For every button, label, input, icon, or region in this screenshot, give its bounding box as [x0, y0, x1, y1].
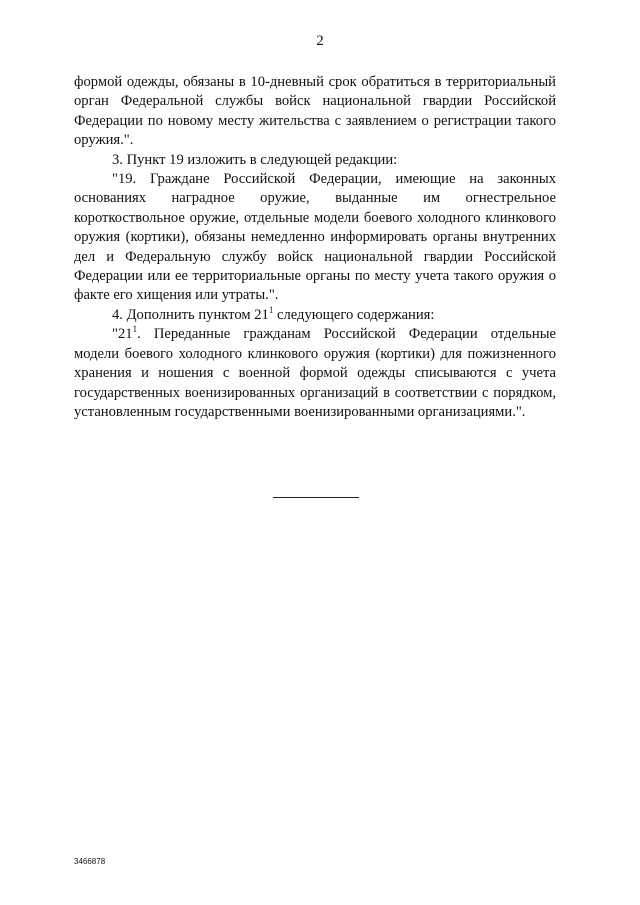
end-separator-line [273, 497, 359, 498]
paragraph-item-4 [74, 306, 556, 325]
superscript-marker: 1 [268, 304, 274, 315]
paragraph-continuation: формой одежды, обязаны в 10-дневный срок обратиться в территориальный орган Федеральной службы войск национальной гвардии Российской Федерации по новому месту жительства с заявлением о регистрации такого оружия.". [74, 74, 556, 149]
paragraph-item-4-text-end: следующего содержания: [273, 306, 435, 323]
paragraph-item-21-1-text [74, 325, 556, 422]
paragraph-item-19-text: "19. Граждане Российской Федерации, имеющие на законных основаниях наградное оружие, выданные им огнестрельное короткоствольное оружие, отдельные модели боевого холодного клинкового оружия (кортики), обязаны немедленно информировать органы внутренних дел и Федеральную службу войск национальной гвардии Российской Федерации или ее территориальные органы по месту учета такого оружия о факте его хищения или утраты.". [74, 171, 556, 304]
paragraph-item-21-1-number: "21 [112, 326, 133, 343]
page-number: 2 [316, 33, 324, 49]
paragraph-item-3: 3. Пункт 19 изложить в следующей редакции: [112, 151, 398, 168]
paragraph-item-4-text-start: 4. Дополнить пунктом 21 [112, 306, 269, 323]
superscript-marker: 1 [132, 324, 138, 335]
document-code: 3466878 [74, 857, 106, 866]
paragraph-item-21-1-body: . Переданные гражданам Российской Федерации отдельные модели боевого холодного клинкового оружия (кортики) для пожизненного хранения и ношения с военной формой одежды списываются с учета государственных военизированных организаций в соответствии с порядком, установленным государственными военизированными организациями.". [74, 326, 556, 420]
document-body [74, 73, 556, 422]
